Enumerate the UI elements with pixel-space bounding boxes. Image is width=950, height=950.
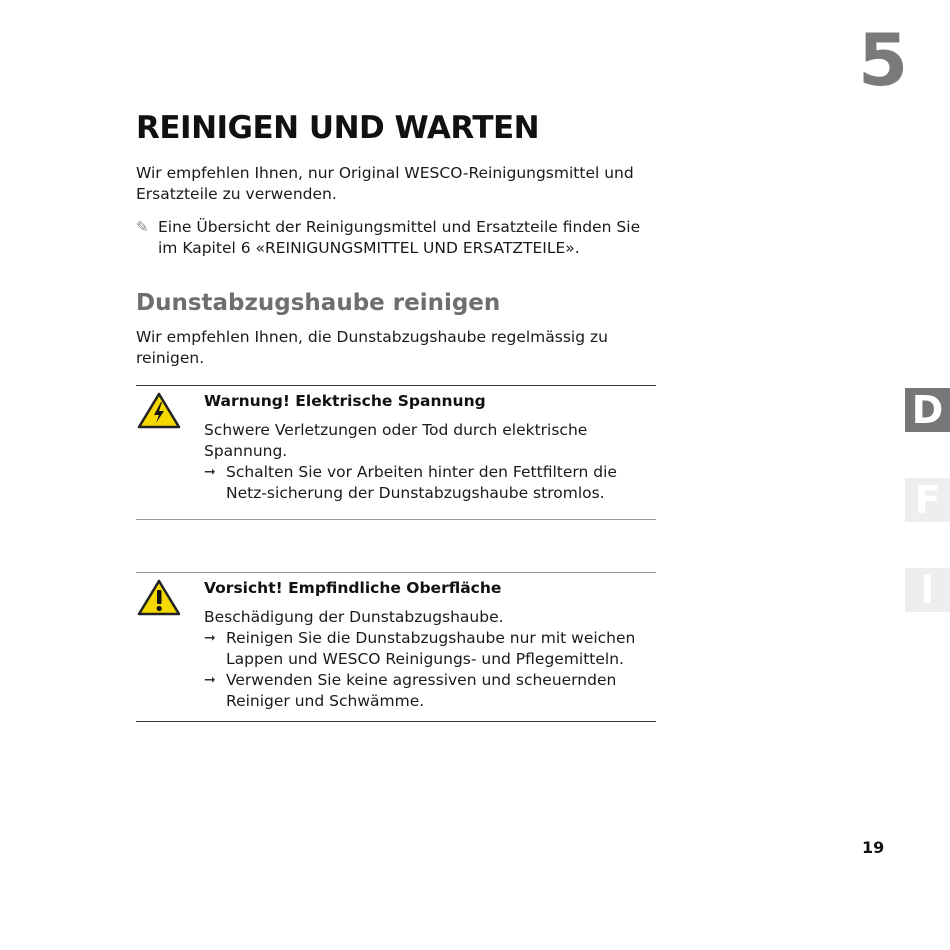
page-number: 19	[862, 838, 885, 857]
action-text: Reinigen Sie die Dunstabzugshaube nur mit weichen Lappen und WESCO Reinigungs- und Pflegemitteln.	[226, 629, 636, 668]
pencil-icon: ✎	[136, 218, 149, 236]
language-tab-i[interactable]: I	[905, 568, 950, 612]
language-tab-d[interactable]: D	[905, 388, 950, 432]
arrow-right-icon: ➞	[204, 464, 216, 480]
action-text: Schalten Sie vor Arbeiten hinter den Fettfiltern die Netz-sicherung der Dunstabzugshaube stromlos.	[226, 463, 617, 502]
caution-icon	[137, 579, 181, 617]
warning-box-electric	[136, 385, 656, 520]
note-text: Eine Übersicht der Reinigungsmittel und Ersatzteile finden Sie im Kapitel 6 «REINIGUNGSMITTEL UND ERSATZTEILE».	[158, 218, 641, 257]
note	[136, 217, 656, 259]
intro-paragraph: Wir empfehlen Ihnen, nur Original WESCO-Reinigungsmittel und Ersatzteile zu verwenden.	[136, 164, 634, 203]
chapter-number: 5	[858, 18, 909, 102]
action-item	[204, 462, 654, 504]
warning-description: Beschädigung der Dunstabzugshaube.	[204, 608, 504, 626]
electric-hazard-icon	[137, 392, 181, 430]
warning-title: Warnung! Elektrische Spannung	[204, 392, 486, 410]
arrow-right-icon: ➞	[204, 672, 216, 688]
warning-description: Schwere Verletzungen oder Tod durch elektrische Spannung.	[204, 421, 588, 460]
arrow-right-icon: ➞	[204, 630, 216, 646]
action-item	[204, 670, 654, 712]
action-item	[204, 628, 654, 670]
action-text: Verwenden Sie keine agressiven und scheuernden Reiniger und Schwämme.	[226, 671, 617, 710]
page-title: REINIGEN UND WARTEN	[136, 110, 540, 146]
section-intro: Wir empfehlen Ihnen, die Dunstabzugshaube regelmässig zu reinigen.	[136, 328, 608, 367]
language-tab-f[interactable]: F	[905, 478, 950, 522]
warning-title: Vorsicht! Empfindliche Oberfläche	[204, 579, 502, 597]
warning-box-surface	[136, 572, 656, 722]
section-heading: Dunstabzugshaube reinigen	[136, 290, 501, 316]
